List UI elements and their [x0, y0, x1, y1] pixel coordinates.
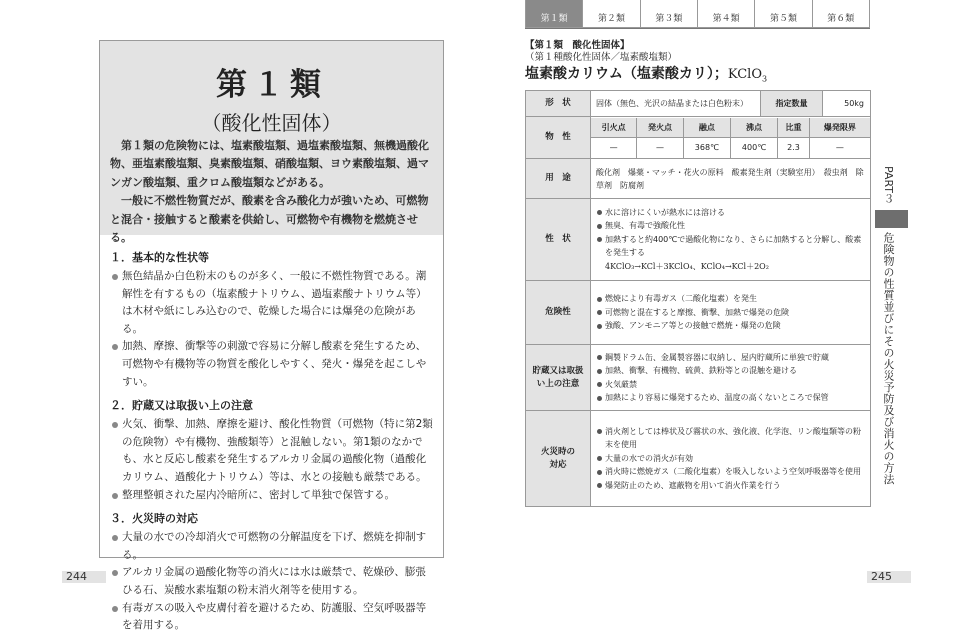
intro-paragraph: 第１類の危険物には、塩素酸塩類、過塩素酸塩類、無機過酸化物、亜塩素酸塩類、臭素酸塩類、硝酸塩類、ヨウ素酸塩類、過マンガン酸塩類、重クロム酸塩類などがある。	[110, 139, 429, 189]
substance-name: 塩素酸カリウム（塩素酸カリ）；	[525, 66, 728, 82]
bullet-item: 加熱により容易に爆発するため、温度の高くないところで保管	[596, 391, 865, 405]
table-row	[526, 159, 871, 199]
bullet-item: 水に溶けにくいが熱水には溶ける	[596, 206, 865, 220]
page-number-right: 245	[867, 571, 911, 583]
tab-class-6[interactable]: 第６類	[812, 0, 870, 28]
reaction-equation: 4KClO₃→KCl＋3KClO₄、KClO₄→KCl＋2O₂	[605, 261, 769, 271]
row-label: 火災時の対応	[526, 411, 591, 507]
row-label: 形 状	[526, 91, 591, 117]
chapter-side-title: 危険物の性質並びにその火災予防及び消火の方法	[882, 232, 895, 485]
physical-properties-cell	[591, 117, 871, 159]
prop-value: —	[809, 138, 870, 158]
row-label: 貯蔵又は取扱い上の注意	[526, 345, 591, 411]
table-row	[526, 117, 871, 159]
overview-header	[100, 41, 443, 245]
table-row	[526, 345, 871, 411]
tab-class-4[interactable]: 第４類	[697, 0, 754, 28]
chapter-subtitle: （酸化性固体）	[201, 111, 342, 135]
row-label: 性 状	[526, 199, 591, 281]
section-heading: ２．貯蔵又は取扱い上の注意	[110, 399, 253, 413]
chapter-title: 第１類	[216, 67, 327, 103]
bullet-item: 加熱、摩擦、衝撃等の刺激で容易に分解し酸素を発生するため、可燃物や有機物等の物質を酸化しやすく、発火・爆発を起こしやすい。	[110, 338, 436, 391]
prop-value: 2.3	[778, 138, 810, 158]
tab-class-2[interactable]: 第２類	[582, 0, 639, 28]
substance-title	[525, 64, 767, 90]
class1-overview-box	[99, 40, 444, 632]
bullet-item: 消火剤としては棒状及び霧状の水、強化液、化学泡、リン酸塩類等の粉末を使用	[596, 425, 865, 452]
table-row	[526, 91, 871, 117]
designated-quantity-label: 指定数量	[761, 91, 823, 117]
prop-header: 融点	[683, 118, 730, 138]
bullet-item: 鋼製ドラム缶、金属製容器に収納し、屋内貯蔵所に単独で貯蔵	[596, 351, 865, 365]
section-heading: ３．火災時の対応	[110, 512, 198, 526]
part-label: PART３	[882, 166, 895, 205]
class-tabs	[525, 0, 870, 29]
tab-class-5[interactable]: 第５類	[754, 0, 811, 28]
left-page	[0, 0, 485, 632]
bullet-item: 大量の水での消火が有効	[596, 452, 865, 466]
intro-text	[110, 137, 436, 247]
use-value: 酸化剤 爆薬・マッチ・花火の原料 酸素発生剤（実験室用） 殺虫剤 除草剤 防腐剤	[591, 159, 871, 199]
bullet-item: 消火時に燃焼ガス（二酸化塩素）を吸入しないよう空気呼吸器等を使用	[596, 465, 865, 479]
table-row	[526, 411, 871, 507]
bullet-item: 燃焼により有毒ガス（二酸化塩素）を発生	[596, 292, 865, 306]
storage-cell	[591, 345, 871, 411]
table-row	[526, 281, 871, 345]
substance-properties-table	[525, 90, 871, 507]
prop-value: —	[609, 143, 618, 153]
row-label: 用 途	[526, 159, 591, 199]
bullet-item: 可燃物と混在すると摩擦、衝撃、加熱で爆発の危険	[596, 306, 865, 320]
physical-properties-grid	[591, 118, 870, 158]
page-number-left: 244	[62, 571, 106, 583]
right-page	[485, 0, 970, 600]
intro-paragraph: 一般に不燃性物質だが、酸素を含み酸化力が強いため、可燃物と混合・接触すると酸素を供給し、可燃物や有機物を燃焼させる。	[110, 194, 429, 245]
prop-value: —	[637, 138, 684, 158]
prop-header: 引火点	[591, 118, 637, 138]
table-row	[526, 199, 871, 281]
bullet-item: 火気、衝撃、加熱、摩擦を避け、酸化性物質（可燃物（特に第2類の危険物）や有機物、強酸類等）と混触しない。第1類のなかでも、水と反応し酸素を発生するアルカリ金属の過酸化物（過酸化カリウム、過酸化ナトリウム）等は、水との接触も厳禁である。	[110, 416, 436, 486]
bullet-item: 爆発防止のため、遮蔽物を用いて消火作業を行う	[596, 479, 865, 493]
classification-label: 【第１類 酸化性固体】	[525, 40, 630, 51]
bullet-item: 加熱、衝撃、有機物、硫黄、鉄粉等との混触を避ける	[596, 364, 865, 378]
shape-value: 固体（無色、光沢の結晶または白色粉末）	[591, 91, 761, 117]
prop-value: 400℃	[730, 138, 777, 158]
prop-header: 沸点	[730, 118, 777, 138]
tab-class-3[interactable]: 第３類	[640, 0, 697, 28]
bullet-item: 無色結晶か白色粉末のものが多く、一般に不燃性物質である。潮解性を有するもの（塩素酸ナトリウム、過塩素酸ナトリウム等）は木材や紙にしみ込むので、乾燥した場合には爆発の危険がある。	[110, 268, 436, 338]
chapter-tab-marker	[875, 210, 908, 228]
danger-cell	[591, 281, 871, 345]
bullet-item: 加熱すると約400℃で過酸化物になり、さらに加熱すると分解し、酸素を発生する	[596, 233, 865, 260]
designated-quantity-value: 50kg	[823, 91, 871, 117]
prop-header: 比重	[778, 118, 810, 138]
bullet-item: 無臭、有毒で強酸化性	[596, 219, 865, 233]
bullet-item: 整理整頓された屋内冷暗所に、密封して単独で保管する。	[110, 487, 436, 505]
bullet-item: 火気厳禁	[596, 378, 865, 392]
overview-body	[110, 247, 436, 635]
row-label: 危険性	[526, 281, 591, 345]
chemical-formula: KClO$_3$	[727, 67, 768, 84]
row-label: 物 性	[526, 117, 591, 159]
sub-classification-label: （第１種酸化性固体／塩素酸塩類）	[525, 52, 678, 63]
section-heading: １．基本的な性状等	[110, 251, 209, 264]
nature-cell	[591, 199, 871, 281]
fire-response-cell	[591, 411, 871, 507]
bullet-item: 有毒ガスの吸入や皮膚付着を避けるため、防護服、空気呼吸器等を着用する。	[110, 600, 436, 635]
prop-value: 368℃	[683, 138, 730, 158]
bullet-item: アルカリ金属の過酸化物等の消火には水は厳禁で、乾燥砂、膨張ひる石、炭酸水素塩類の粉末消火剤等を使用する。	[110, 564, 436, 599]
bullet-item: 大量の水での冷却消火で可燃物の分解温度を下げ、燃焼を抑制する。	[110, 529, 436, 564]
bullet-item: 強酸、アンモニア等との接触で燃焼・爆発の危険	[596, 319, 865, 333]
prop-header: 発火点	[637, 118, 684, 138]
tab-class-1[interactable]: 第１類	[525, 0, 582, 28]
prop-header: 爆発限界	[809, 118, 870, 138]
